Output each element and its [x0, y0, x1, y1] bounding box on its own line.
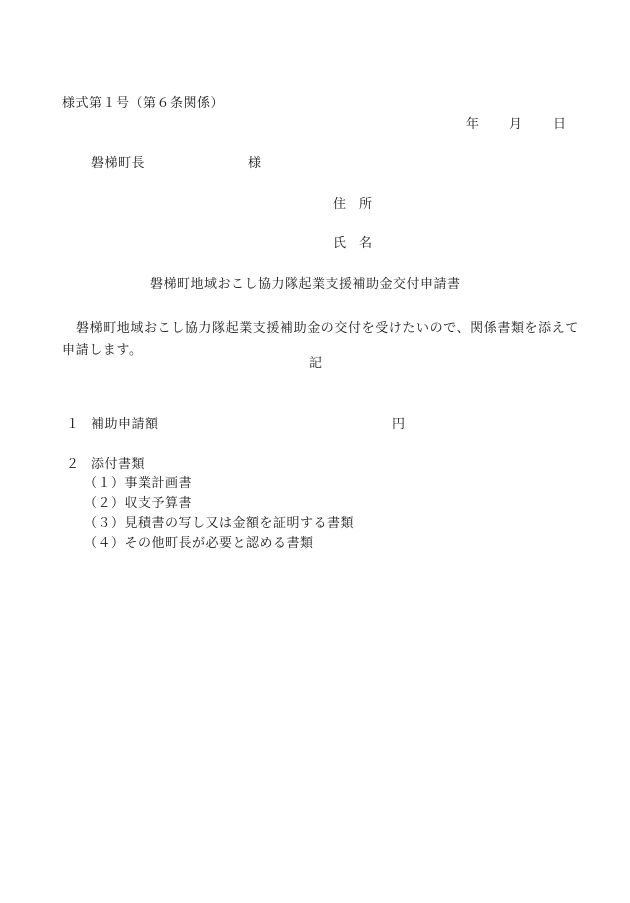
address-label: 住 所 [333, 197, 373, 212]
addressee-honorific: 様 [248, 156, 262, 171]
date-year-label: 年 [466, 117, 480, 132]
item1-unit: 円 [392, 417, 406, 432]
attachment-item: （３）見積書の写し又は金額を証明する書類 [84, 516, 355, 531]
item2-label: 添付書類 [91, 457, 146, 472]
ki-heading: 記 [309, 356, 323, 371]
document-title: 磐梯町地域おこし協力隊起業支援補助金交付申請書 [150, 277, 461, 292]
body-text: 磐梯町地域おこし協力隊起業支援補助金の交付を受けたいので、関係書類を添えて申請します。 [62, 321, 579, 358]
form-number: 様式第１号（第６条関係） [62, 96, 225, 111]
attachment-item: （４）その他町長が必要と認める書類 [84, 536, 314, 551]
attachment-item: （１）事業計画書 [84, 476, 193, 491]
item1-number: １ [66, 417, 80, 432]
name-label: 氏 名 [333, 236, 373, 251]
date-month-label: 月 [509, 117, 523, 132]
addressee-title: 磐梯町長 [91, 156, 146, 171]
item1-label: 補助申請額 [91, 417, 159, 432]
item2-number: ２ [66, 457, 80, 472]
attachment-item: （２）収支予算書 [84, 496, 193, 511]
date-day-label: 日 [553, 117, 567, 132]
body-paragraph [62, 318, 582, 362]
